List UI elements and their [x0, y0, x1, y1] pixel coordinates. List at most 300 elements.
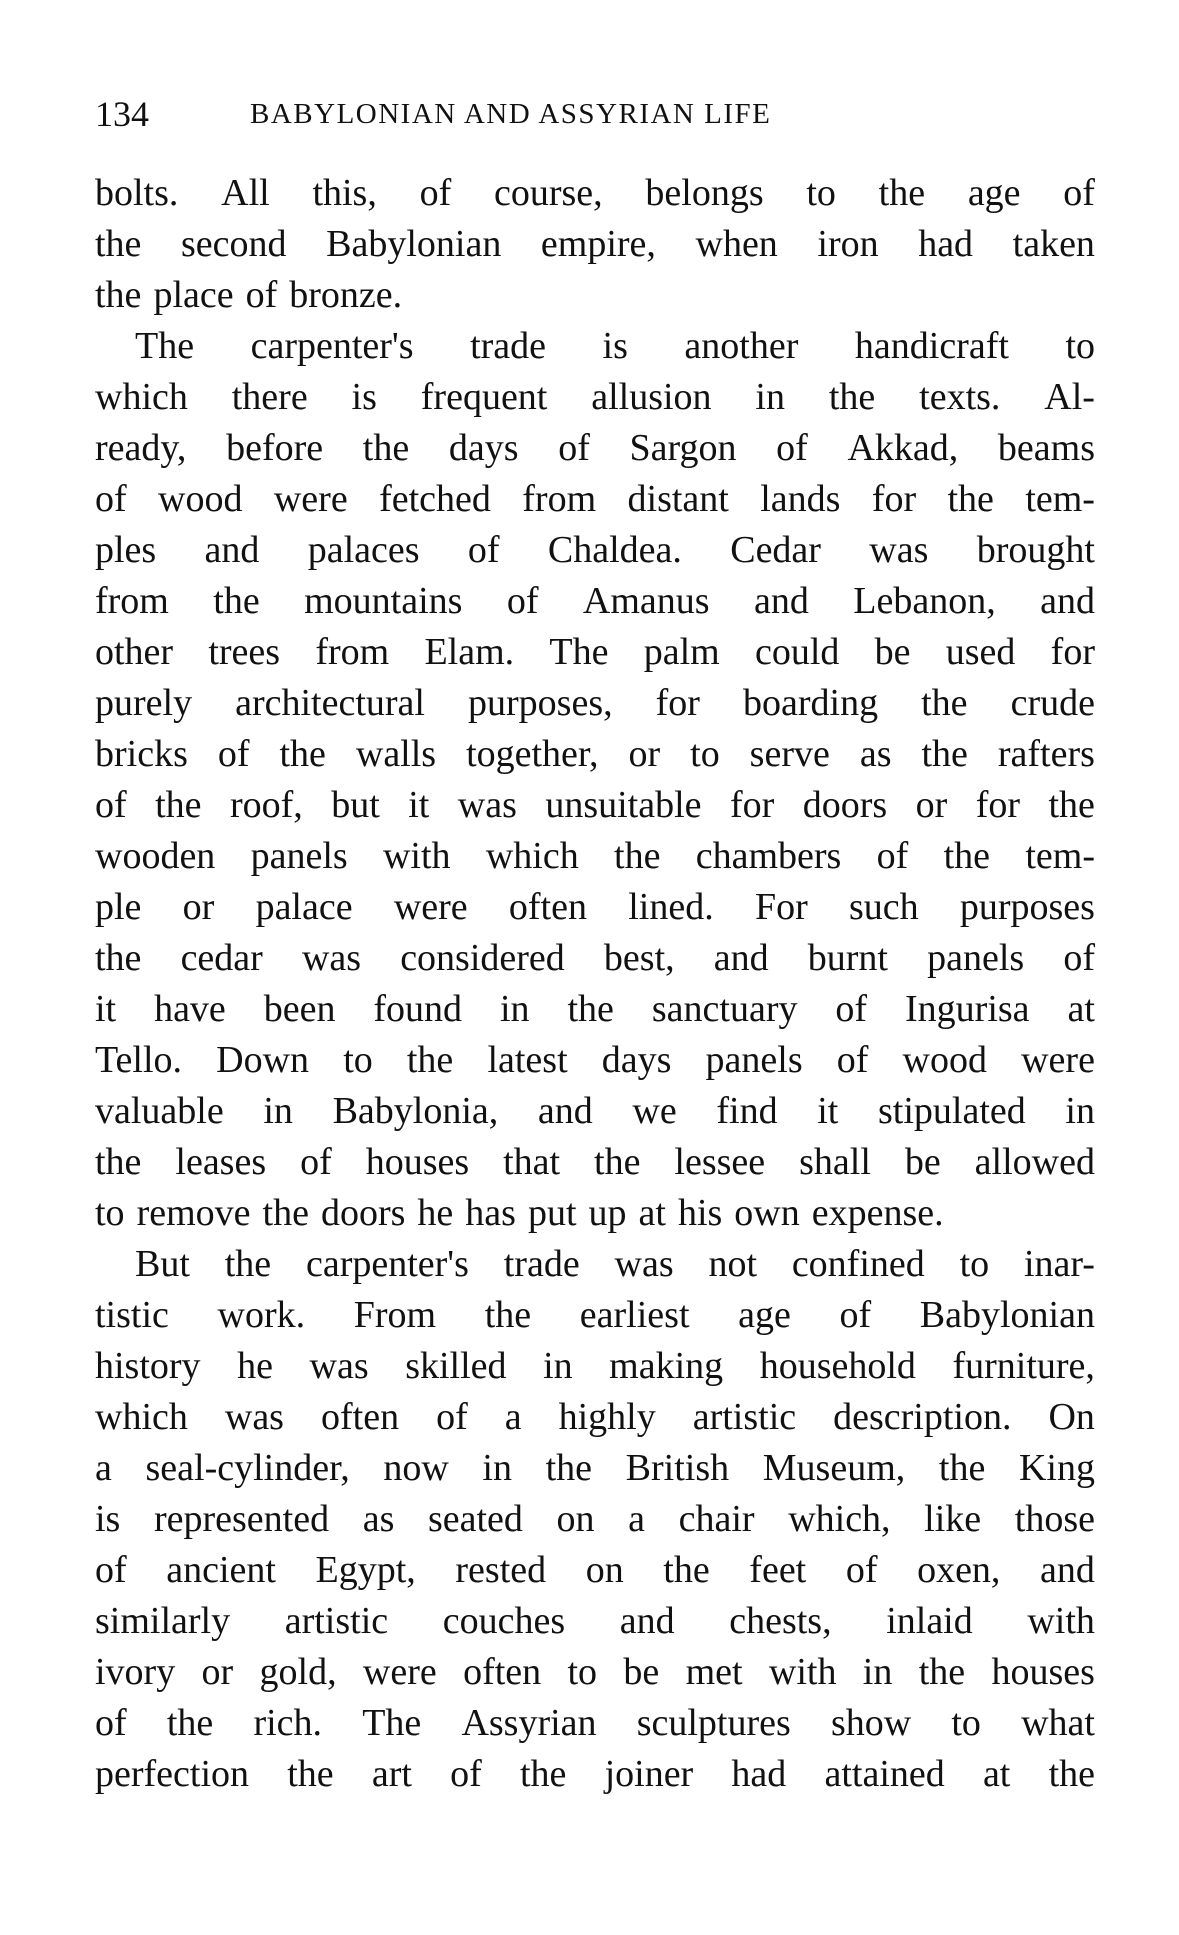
word: the [362, 427, 410, 469]
word: belongs [645, 172, 764, 214]
word: cedar [180, 937, 263, 979]
word: were [273, 478, 348, 520]
word: remove [136, 1192, 251, 1234]
word: palace [255, 886, 353, 928]
word: for [871, 478, 917, 520]
word: it [95, 988, 117, 1030]
word: to [95, 1192, 125, 1234]
word: palaces [307, 529, 420, 571]
word: ple [95, 886, 142, 928]
word: The [362, 1702, 422, 1744]
word: of [1063, 172, 1095, 214]
word: of [876, 835, 909, 877]
word: the [213, 580, 260, 622]
word: texts. [919, 376, 1001, 418]
word: days [601, 1039, 672, 1081]
word: Egypt, [315, 1549, 416, 1591]
word: on [556, 1498, 595, 1540]
word: the [947, 478, 994, 520]
word: crude [1010, 682, 1095, 724]
word: the [95, 1141, 142, 1183]
text-line [95, 1035, 1095, 1086]
word: he [237, 1345, 273, 1387]
text-line [95, 1188, 1095, 1239]
text-line [95, 1443, 1095, 1494]
word: for [1050, 631, 1095, 673]
word: bronze. [289, 274, 403, 316]
word: seal-cylinder, [145, 1447, 350, 1489]
word: the [166, 1702, 214, 1744]
word: roof, [229, 784, 303, 826]
word: unsuitable [545, 784, 702, 826]
word: or [182, 886, 215, 928]
word: and [1040, 580, 1095, 622]
word: was [869, 529, 929, 571]
word: Tello. [95, 1039, 183, 1081]
word: up [588, 1192, 627, 1234]
word: brought [976, 529, 1095, 571]
word: of [95, 1549, 127, 1591]
text-line [95, 474, 1095, 525]
word: Lebanon, [853, 580, 996, 622]
word: to [567, 1651, 598, 1693]
word: which, [788, 1498, 891, 1540]
word: of [558, 427, 590, 469]
word: which [485, 835, 579, 877]
word: chambers [695, 835, 842, 877]
word: put [527, 1192, 577, 1234]
word: that [503, 1141, 561, 1183]
word: confined [791, 1243, 925, 1285]
word: Chaldea. [547, 529, 682, 571]
word: distant [627, 478, 729, 520]
word: of [245, 274, 278, 316]
word: of [419, 172, 452, 214]
word: to [806, 172, 836, 214]
word: artistic [692, 1396, 797, 1438]
word: panels [250, 835, 348, 877]
word: such [848, 886, 919, 928]
word: sanctuary [651, 988, 798, 1030]
word: often [508, 886, 587, 928]
text-line [95, 1494, 1095, 1545]
word: lands [760, 478, 841, 520]
word: making [609, 1345, 724, 1387]
word: in [543, 1345, 573, 1387]
word: not [708, 1243, 757, 1285]
word: beams [997, 427, 1095, 469]
word: of [95, 478, 127, 520]
word: had [918, 223, 974, 265]
word: seated [427, 1498, 523, 1540]
word: and [537, 1090, 593, 1132]
body-text [95, 168, 1095, 1800]
word: fetched [379, 478, 491, 520]
word: of [1063, 937, 1095, 979]
word: the [519, 1753, 567, 1795]
word: of [836, 1039, 869, 1081]
word: the [287, 1753, 334, 1795]
word: similarly [95, 1600, 231, 1642]
word: the [878, 172, 926, 214]
word: panels [927, 937, 1025, 979]
word: frequent [420, 376, 548, 418]
word: ples [95, 529, 157, 571]
word: handicraft [854, 325, 1009, 367]
word: be [874, 631, 911, 673]
page-number: 134 [95, 94, 149, 134]
word: of [835, 988, 868, 1030]
word: of [95, 784, 127, 826]
text-line [95, 831, 1095, 882]
word: the [921, 682, 968, 724]
word: Babylonian [326, 223, 502, 265]
text-line [95, 729, 1095, 780]
word: taken [1012, 223, 1095, 265]
word: highly [558, 1396, 656, 1438]
word: other [95, 631, 174, 673]
word: household [759, 1345, 916, 1387]
word: oxen, [917, 1549, 1001, 1591]
word: he [417, 1192, 454, 1234]
word: another [684, 325, 799, 367]
word: to [959, 1243, 990, 1285]
word: the [614, 835, 661, 877]
text-line [95, 168, 1095, 219]
word: King [1018, 1447, 1095, 1489]
word: find [716, 1090, 778, 1132]
word: Ingurisa [905, 988, 1030, 1030]
word: what [1021, 1702, 1095, 1744]
word: and [1040, 1549, 1095, 1591]
word: used [945, 631, 1016, 673]
word: with [1027, 1600, 1095, 1642]
word: in [862, 1651, 893, 1693]
word: art [371, 1753, 412, 1795]
word: of [450, 1753, 482, 1795]
word: houses [991, 1651, 1095, 1693]
word: were [362, 1651, 437, 1693]
word: as [362, 1498, 395, 1540]
word: the [1048, 1753, 1095, 1795]
word: trees [208, 631, 281, 673]
word: panels [705, 1039, 803, 1081]
word: valuable [95, 1090, 224, 1132]
word: the [943, 835, 991, 877]
text-line [95, 219, 1095, 270]
word: be [623, 1651, 660, 1693]
word: The [135, 325, 195, 367]
word: of [845, 1549, 878, 1591]
word: tistic [95, 1294, 169, 1336]
word: place [153, 274, 234, 316]
word: like [924, 1498, 982, 1540]
word: before [226, 427, 324, 469]
word: purely [95, 682, 193, 724]
word: On [1048, 1396, 1095, 1438]
word: of [95, 1702, 127, 1744]
text-line [95, 882, 1095, 933]
word: Amanus [582, 580, 710, 622]
word: Elam. [424, 631, 515, 673]
text-line [95, 321, 1095, 372]
word: is [95, 1498, 121, 1540]
word: the [95, 223, 142, 265]
word: and [619, 1600, 675, 1642]
word: days [448, 427, 519, 469]
word: Assyrian [461, 1702, 597, 1744]
word: skilled [405, 1345, 507, 1387]
word: was [301, 937, 362, 979]
text-line [95, 984, 1095, 1035]
word: of [839, 1294, 872, 1336]
word: or [915, 784, 948, 826]
word: the [224, 1243, 272, 1285]
word: boarding [743, 682, 879, 724]
word: together, [466, 733, 599, 775]
word: we [632, 1090, 677, 1132]
word: met [685, 1651, 743, 1693]
word: The [549, 631, 609, 673]
text-line [95, 1392, 1095, 1443]
word: houses [365, 1141, 470, 1183]
word: Down [216, 1039, 310, 1081]
word: were [1021, 1039, 1095, 1081]
word: purposes [959, 886, 1095, 928]
word: tem- [1025, 478, 1095, 520]
word: tem- [1025, 835, 1095, 877]
word: was [614, 1243, 674, 1285]
word: in [1065, 1090, 1095, 1132]
word: bolts. [95, 172, 179, 214]
word: empire, [540, 223, 656, 265]
word: could [754, 631, 840, 673]
word: of [436, 1396, 468, 1438]
word: All [221, 172, 270, 214]
text-line [95, 372, 1095, 423]
text-line [95, 780, 1095, 831]
word: mountains [304, 580, 463, 622]
word: Cedar [730, 529, 821, 571]
word: ready, [95, 427, 187, 469]
text-line [95, 678, 1095, 729]
word: course, [493, 172, 603, 214]
word: wood [902, 1039, 987, 1081]
word: this, [312, 172, 377, 214]
word: a [95, 1447, 112, 1489]
word: second [181, 223, 287, 265]
word: often [463, 1651, 542, 1693]
word: ivory [95, 1651, 176, 1693]
word: of [300, 1141, 332, 1183]
word: age [967, 172, 1021, 214]
word: serve [749, 733, 830, 775]
word: ancient [166, 1549, 276, 1591]
word: artistic [284, 1600, 389, 1642]
text-line [95, 576, 1095, 627]
word: was [309, 1345, 369, 1387]
word: Sargon [629, 427, 737, 469]
word: trade [503, 1243, 580, 1285]
word: the [663, 1549, 710, 1591]
word: joiner [604, 1753, 694, 1795]
word: the [155, 784, 202, 826]
word: found [373, 988, 463, 1030]
word: feet [749, 1549, 807, 1591]
text-line [95, 1239, 1095, 1290]
running-title: BABYLONIAN AND ASSYRIAN LIFE [250, 98, 772, 130]
text-line [95, 1137, 1095, 1188]
word: been [263, 988, 336, 1030]
word: from [522, 478, 597, 520]
word: be [904, 1141, 941, 1183]
word: sculptures [636, 1702, 791, 1744]
word: inlaid [886, 1600, 973, 1642]
word: burnt [807, 937, 888, 979]
word: the [484, 1294, 532, 1336]
word: chests, [729, 1600, 832, 1642]
word: a [628, 1498, 646, 1540]
word: of [467, 529, 500, 571]
word: when [695, 223, 778, 265]
word: is [602, 325, 628, 367]
text-line [95, 1290, 1095, 1341]
word: attained [824, 1753, 945, 1795]
word: rested [455, 1549, 547, 1591]
word: the [567, 988, 614, 1030]
word: to [951, 1702, 981, 1744]
word: and [204, 529, 260, 571]
word: or [201, 1651, 234, 1693]
word: in [755, 376, 785, 418]
word: with [768, 1651, 837, 1693]
word: lessee [674, 1141, 766, 1183]
word: and [713, 937, 769, 979]
word: of [217, 733, 250, 775]
word: best, [603, 937, 675, 979]
word: the [938, 1447, 986, 1489]
word: for [655, 682, 700, 724]
running-head [95, 92, 1095, 136]
word: the [828, 376, 876, 418]
word: own [734, 1192, 800, 1234]
word: description. [833, 1396, 1012, 1438]
word: which [95, 1396, 188, 1438]
word: the [1048, 784, 1095, 826]
word: inar- [1023, 1243, 1095, 1285]
text-line [95, 270, 1095, 321]
word: of [776, 427, 808, 469]
word: was [224, 1396, 284, 1438]
text-line [95, 1086, 1095, 1137]
word: in [482, 1447, 512, 1489]
word: the [262, 1192, 309, 1234]
word: expense. [811, 1192, 944, 1234]
word: considered [400, 937, 565, 979]
word: doors [320, 1192, 406, 1234]
word: it [817, 1090, 839, 1132]
word: But [135, 1243, 190, 1285]
word: from [315, 631, 390, 673]
word: work. [217, 1294, 306, 1336]
word: shall [799, 1141, 871, 1183]
word: chair [678, 1498, 755, 1540]
word: walls [355, 733, 437, 775]
text-line [95, 1545, 1095, 1596]
word: at [982, 1753, 1011, 1795]
word: have [154, 988, 226, 1030]
word: the [921, 733, 968, 775]
word: the [95, 274, 142, 316]
text-line [95, 933, 1095, 984]
word: iron [817, 223, 879, 265]
word: to [1065, 325, 1095, 367]
word: of [506, 580, 539, 622]
word: as [859, 733, 892, 775]
word: architectural [235, 682, 425, 724]
word: it [408, 784, 430, 826]
word: which [95, 376, 188, 418]
word: for [729, 784, 775, 826]
text-line [95, 627, 1095, 678]
word: represented [153, 1498, 330, 1540]
word: from [95, 580, 169, 622]
text-line [95, 525, 1095, 576]
word: show [830, 1702, 912, 1744]
word: the [95, 937, 142, 979]
word: at [638, 1192, 666, 1234]
word: earliest [579, 1294, 690, 1336]
word: now [383, 1447, 449, 1489]
text-line [95, 423, 1095, 474]
word: carpenter's [305, 1243, 469, 1285]
word: Babylonia, [332, 1090, 499, 1132]
word: and [753, 580, 809, 622]
text-line [95, 1596, 1095, 1647]
word: leases [175, 1141, 267, 1183]
text-line [95, 1647, 1095, 1698]
word: rafters [997, 733, 1095, 775]
word: perfection [95, 1753, 250, 1795]
word: British [625, 1447, 730, 1489]
word: a [504, 1396, 522, 1438]
word: had [731, 1753, 787, 1795]
word: furniture, [952, 1345, 1095, 1387]
word: has [465, 1192, 516, 1234]
word: often [320, 1396, 400, 1438]
word: but [331, 784, 380, 826]
word: allusion [591, 376, 712, 418]
word: or [628, 733, 661, 775]
word: the [406, 1039, 454, 1081]
word: his [677, 1192, 723, 1234]
word: allowed [974, 1141, 1095, 1183]
word: wood [158, 478, 243, 520]
word: stipulated [878, 1090, 1026, 1132]
word: was [457, 784, 517, 826]
word: is [351, 376, 377, 418]
word: those [1014, 1498, 1095, 1540]
word: Akkad, [847, 427, 959, 469]
word: couches [442, 1600, 566, 1642]
text-line [95, 1698, 1095, 1749]
word: to [690, 733, 720, 775]
word: in [263, 1090, 293, 1132]
word: were [393, 886, 468, 928]
word: to [343, 1039, 373, 1081]
word: with [382, 835, 451, 877]
word: the [545, 1447, 593, 1489]
